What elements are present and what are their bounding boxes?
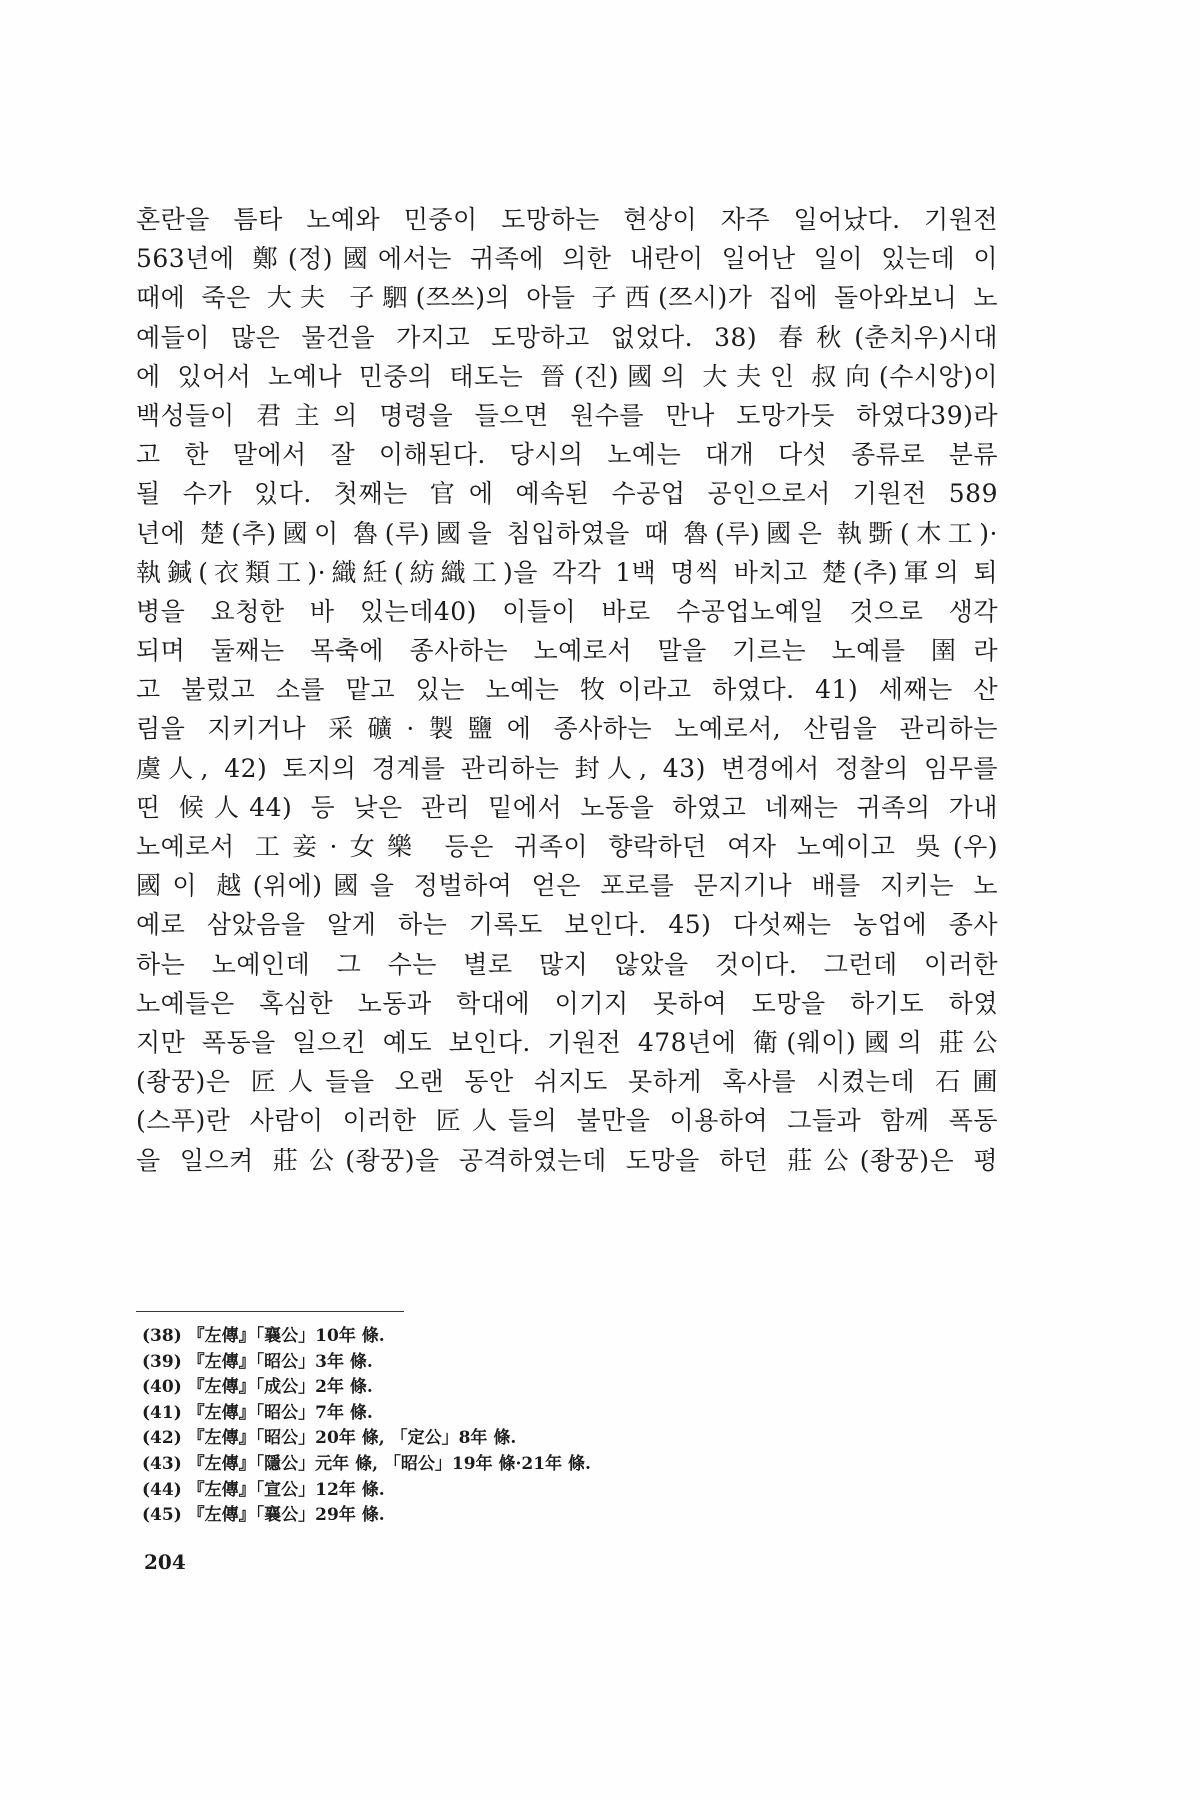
page-number: 204 xyxy=(144,1550,186,1574)
body-line: 563년에 鄭(정)國에서는 귀족에 의한 내란이 일어난 일이 있는데 이 xyxy=(136,244,998,274)
footnote-43: (43) 『左傳』「隱公」元年 條, 「昭公」19年 條·21年 條. xyxy=(142,1453,591,1474)
body-line: 예들이 많은 물건을 가지고 도망하고 없었다. 38) 春秋(춘치우)시대 xyxy=(136,322,998,352)
body-line: 虞人, 42) 토지의 경계를 관리하는 封人, 43) 변경에서 정찰의 임무를 xyxy=(136,753,998,783)
footnote-39: (39) 『左傳』「昭公」3年 條. xyxy=(142,1351,373,1372)
footnotes xyxy=(142,1324,742,1529)
body-line: (스푸)란 사람이 이러한 匠人들의 불만을 이용하여 그들과 함께 폭동 xyxy=(136,1106,998,1136)
body-line: 때에 죽은 大夫 子駟(쯔쓰)의 아들 子西(쯔시)가 집에 돌아와보니 노 xyxy=(136,283,998,313)
footnote-41: (41) 『左傳』「昭公」7年 條. xyxy=(142,1402,373,1423)
body-line: 병을 요청한 바 있는데40) 이들이 바로 수공업노예일 것으로 생각 xyxy=(136,596,998,626)
body-line: 지만 폭동을 일으킨 예도 보인다. 기원전 478년에 衛(웨이)國의 莊公 xyxy=(136,1027,998,1057)
body-line: 예로 삼았음을 알게 하는 기록도 보인다. 45) 다섯째는 농업에 종사 xyxy=(136,910,998,940)
body-line: 띤 候人44) 등 낮은 관리 밑에서 노동을 하였고 네째는 귀족의 가내 xyxy=(136,792,998,822)
footnote-38: (38) 『左傳』「襄公」10年 條. xyxy=(142,1326,385,1346)
body-line: 執鍼(衣類工)·織紝(紡織工)을 각각 1백 명씩 바치고 楚(추)軍의 퇴 xyxy=(136,557,998,587)
body-line: 을 일으켜 莊公(좡꿍)을 공격하였는데 도망을 하던 莊公(좡꿍)은 평 xyxy=(136,1145,998,1175)
body-line: 하는 노예인데 그 수는 별로 많지 않았을 것이다. 그런데 이러한 xyxy=(136,949,998,979)
body-line: 노예로서 工妾·女樂 등은 귀족이 향락하던 여자 노예이고 吳(우) xyxy=(136,832,998,861)
footnote-40: (40) 『左傳』「成公」2年 條. xyxy=(142,1377,373,1398)
body-text xyxy=(136,200,998,1180)
body-line: 림을 지키거나 采礦·製鹽에 종사하는 노예로서, 산림을 관리하는 xyxy=(136,714,998,744)
body-line: 에 있어서 노예나 민중의 태도는 晉(진)國의 大夫인 叔向(수시앙)이 xyxy=(136,361,998,391)
body-line: 고 불렀고 소를 맡고 있는 노예는 牧이라고 하였다. 41) 세째는 산 xyxy=(136,675,998,705)
body-line: 될 수가 있다. 첫째는 官에 예속된 수공업 공인으로서 기원전 589 xyxy=(136,479,998,509)
footnote-divider xyxy=(136,1311,404,1312)
body-line: 년에 楚(추)國이 魯(루)國을 침입하였을 때 魯(루)國은 執斲(木工)· xyxy=(136,518,998,548)
body-line: 되며 둘째는 목축에 종사하는 노예로서 말을 기르는 노예를 圉라 xyxy=(136,636,998,666)
body-line: (좡꿍)은 匠人들을 오랜 동안 쉬지도 못하게 혹사를 시켰는데 石圃 xyxy=(136,1067,998,1097)
footnote-44: (44) 『左傳』「宣公」12年 條. xyxy=(142,1479,385,1500)
body-line: 고 한 말에서 잘 이해된다. 당시의 노예는 대개 다섯 종류로 분류 xyxy=(136,440,998,470)
footnote-42: (42) 『左傳』「昭公」20年 條, 「定公」8年 條. xyxy=(142,1428,517,1449)
body-line: 國이 越(위에)國을 정벌하여 얻은 포로를 문지기나 배를 지키는 노 xyxy=(136,871,998,901)
body-line: 백성들이 君主의 명령을 들으면 원수를 만나 도망가듯 하였다39)라 xyxy=(136,400,998,430)
body-line: 혼란을 틈타 노예와 민중이 도망하는 현상이 자주 일어났다. 기원전 xyxy=(136,205,998,234)
body-line: 노예들은 혹심한 노동과 학대에 이기지 못하여 도망을 하기도 하였 xyxy=(136,988,998,1018)
footnote-45: (45) 『左傳』「襄公」29年 條. xyxy=(142,1505,385,1526)
